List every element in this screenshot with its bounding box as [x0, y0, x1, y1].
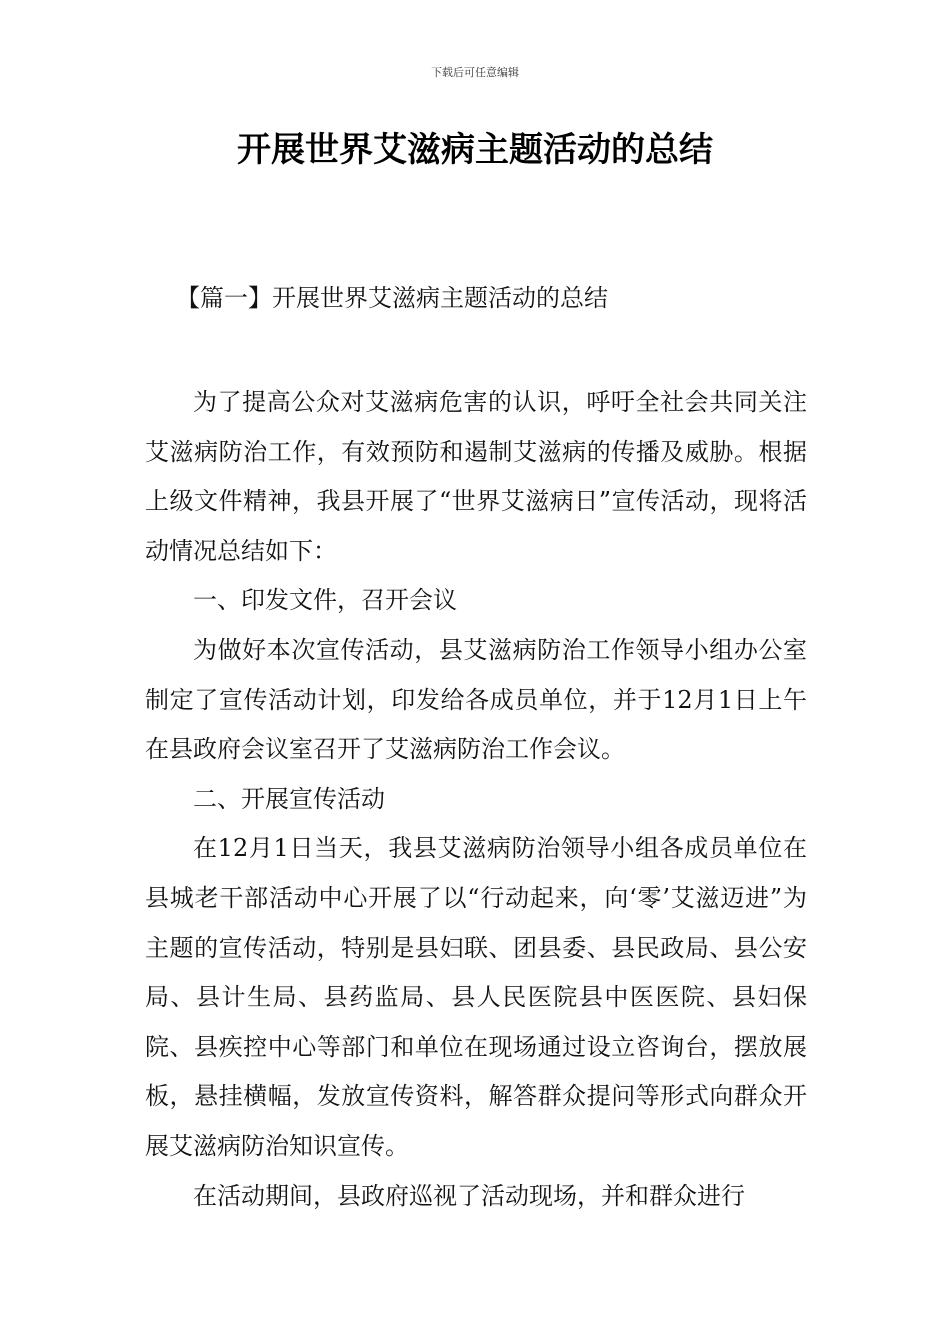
- body-text: [145, 378, 807, 1221]
- paragraph-promotion-activity: 在12月1日当天，我县艾滋病防治领导小组各成员单位在县城老干部活动中心开展了以“行动起来，向‘零’艾滋迈进”为主题的宣传活动，特别是县妇联、团县委、县民政局、县公安局、县计生局、县药监局、县人民医院县中医医院、县妇保院、县疾控中心等部门和单位在现场通过设立咨询台，摆放展板，悬挂横幅，发放宣传资料，解答群众提问等形式向群众开展艾滋病防治知识宣传。: [145, 834, 807, 1160]
- header-note: 下载后可任意编辑: [431, 66, 519, 79]
- paragraph-intro: 为了提高公众对艾滋病危害的认识，呼吁全社会共同关注艾滋病防治工作，有效预防和遏制艾滋病的传播及威胁。根据上级文件精神，我县开展了“世界艾滋病日”宣传活动，现将活动情况总结如下：: [145, 388, 807, 565]
- document-title: 开展世界艾滋病主题活动的总结: [237, 130, 713, 170]
- subheading-promotion: 二、开展宣传活动: [193, 784, 385, 813]
- paragraph-meeting: 为做好本次宣传活动，县艾滋病防治工作领导小组办公室制定了宣传活动计划，印发给各成员单位，并于12月1日上午在县政府会议室召开了艾滋病防治工作会议。: [145, 635, 807, 764]
- section-heading: 【篇一】开展世界艾滋病主题活动的总结: [176, 284, 608, 312]
- paragraph-inspection: 在活动期间，县政府巡视了活动现场，并和群众进行: [193, 1181, 745, 1210]
- subheading-issue-documents: 一、印发文件，召开会议: [193, 586, 457, 615]
